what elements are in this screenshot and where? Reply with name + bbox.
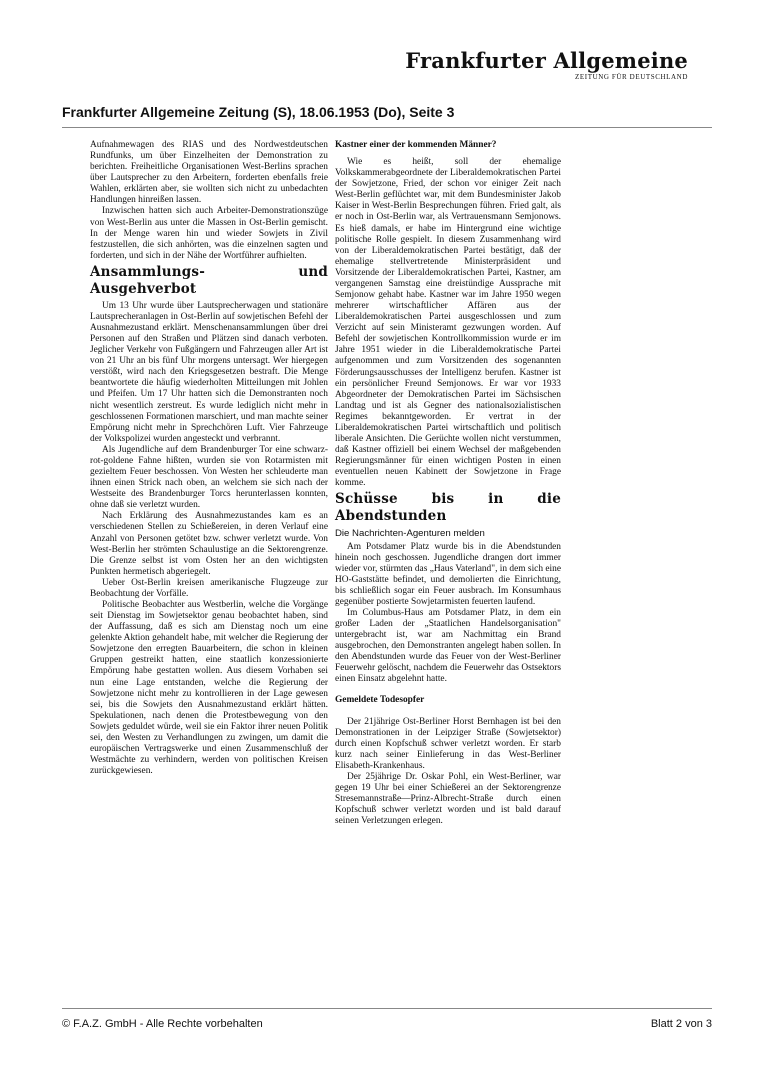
divider-top xyxy=(62,127,712,128)
masthead-title: Frankfurter Allgemeine xyxy=(405,48,688,73)
page-title: Frankfurter Allgemeine Zeitung (S), 18.06.1953 (Do), Seite 3 xyxy=(62,104,455,120)
paragraph: Nach Erklärung des Ausnahmezustandes kam es an verschiedenen Stellen zu Schießereien, in deren Verlauf eine Anzahl von Personen getötet bzw. schwer verletzt wurde. Von West-Berlin her strömten Schaulustige an die Sektorengrenze. Die Grenze selbst ist vom Osten her an den wichtigsten Punkten hermetisch abgeriegelt. xyxy=(90,511,328,577)
paragraph: Politische Beobachter aus Westberlin, welche die Vorgänge seit Dienstag im Sowjetsektor genau beobachtet haben, sind der Auffassung, daß es sich am Dienstag noch um eine gelenkte Aktion gehandelt habe, mit welcher die Regierung der Sowjetzone den erregten Bauarbeitern, die schon in kleinen Gruppen gestreikt hatten, eine staatlich konzessionierte Empörung habe gestatten wollen. Aus diesem Vorhaben sei nun eine Lage entstanden, welche die Regierung der Sowjetzone nicht mehr zu kontrollieren in der Lage gewesen sei, bis die Sowjets den Ausnahmezustand erklärt hätten. Spekulationen, nach denen die Protestbewegung von den Sowjets geduldet würde, weil sie ein Faktor ihrer neuen Politik sei, den Westen zu Verhandlungen zu zwingen, um damit die europäischen Vertragswerke und einen Zusammenschluß der Westmächte zu verhindern, werden von politischen Kreisen zurückgewiesen. xyxy=(90,599,328,777)
divider-bottom xyxy=(62,1008,712,1009)
footer-page-number: Blatt 2 von 3 xyxy=(650,1018,712,1030)
article-column-right xyxy=(335,140,561,827)
paragraph: Wie es heißt, soll der ehemalige Volkskammerabgeordnete der Liberaldemokratischen Partei der Sowjetzone, Fried, der schon vor einiger Zeit nach West-Berlin geflüchtet war, mit dem Bundesminister Jakob Kaiser in West-Berlin Besprechungen führen. Fried galt, als er noch in Ost-Berlin war, als Vertrauensmann Semjonows. Es hieß damals, er habe im Hintergrund eine wichtige politische Rolle gespielt. In diesem Zusammenhang wird von der Liberaldemokratischen Partei bestätigt, daß der ehemalige stellvertretende Ministerpräsident und Vorsitzende der Liberaldemokratischen Partei, Kastner, am vergangenen Samstag eine dreistündige Aussprache mit Semjonow gehabt habe. Kastner war im Jahre 1950 wegen mehrerer wirtschaftlicher Affären aus der Liberaldemokratischen Partei ausgeschlossen und zum Verzicht auf sein Ministeramt gezwungen worden. Auf Befehl der sowjetischen Kontrollkommission wurde er im Jahre 1951 wieder in die Liberaldemokratische Partei aufgenommen und zum Vorsitzenden des sogenannten Förderungsausschusses der Intelligenz berufen. Kastner ist ein persönlicher Freund Semjonows. Er war vor 1933 Abgeordneter der Demokratischen Partei im Sächsischen Landtag und ist als Gegner des nationalsozialistischen Regimes bekanntgeworden. Er vertrat in der Liberaldemokratischen Partei wirtschaftlich und politisch liberale Ansichten. Die Gerüchte wollen nicht verstummen, daß Kastner offiziell bei einem Wechsel der maßgebenden Regierungsmänner für einen wichtigen Posten in einen eventuellen neuen Kabinett der Sowjetzone in Frage komme. xyxy=(335,157,561,489)
subheading: Gemeldete Todesopfer xyxy=(335,694,425,705)
paragraph: Ueber Ost-Berlin kreisen amerikanische Flugzeuge zur Beobachtung der Vorfälle. xyxy=(90,577,328,599)
paragraph: Als Jugendliche auf dem Brandenburger Tor eine schwarz-rot-goldene Fahne hißten, wurden sie von Rotarmisten mit gezieltem Feuer beschossen. Von Westen her schleuderte man ihnen einen Strick nach oben, an welchem sie sich nach der Westseite des Brandenburger Torcs herunterlassen konnten, ohne daß sie verletzt wurden. xyxy=(90,444,328,511)
paragraph: Der 21jährige Ost-Berliner Horst Bernhagen ist bei den Demonstrationen in der Leipziger Straße (Sowjetsektor) durch einen Kopfschuß schwer verletzt worden. Er starb kurz nach seiner Einlieferung in das West-Berliner Elisabeth-Krankenhaus. xyxy=(335,716,561,771)
footer-copyright: © F.A.Z. GmbH - Alle Rechte vorbehalten xyxy=(62,1018,263,1030)
section-heading: Schüsse bis in die Abendstunden xyxy=(335,491,561,525)
paragraph: Aufnahmewagen des RIAS und des Nordwestdeutschen Rundfunks, um über Einzelheiten der Demonstration zu berichten. Freiheitliche Organisationen West-Berlins sprachen über Lautsprecher zu den Arbeitern, forderten ebenfalls freie Wahlen, erklärten aber, sie wollten sich nicht zu unbedachten Handlungen hinreißen lassen. xyxy=(90,140,328,206)
masthead-logo xyxy=(405,50,688,81)
subheading: Kastner einer der kommenden Männer? xyxy=(335,140,497,150)
masthead-subtitle: ZEITUNG FÜR DEUTSCHLAND xyxy=(575,73,688,81)
article-column-left xyxy=(90,140,328,777)
paragraph: Am Potsdamer Platz wurde bis in die Abendstunden hinein noch geschossen. Jugendliche drangen dort immer wieder vor, stürmten das „Haus Vaterland", in dem sich eine HO-Gaststätte befindet, und demolierten die Einrichtung, bis schließlich sogar ein Feuer ausbrach. Im Konsumhaus gegenüber postierte Sowjetarmisten feuerten laufend. xyxy=(335,541,561,607)
lead-line: Die Nachrichten-Agenturen melden xyxy=(335,528,485,540)
section-heading: Ansammlungs- und Ausgehverbot xyxy=(90,263,328,297)
paragraph: Inzwischen hatten sich auch Arbeiter-Demonstrationszüge von West-Berlin aus unter die Massen in Ost-Berlin gemischt. In der Menge waren hin und wieder Sowjets in Zivil festzustellen, die sich anhörten, was die einzelnen sagten und forderten, und sich in der Nähe der Wortführer aufhielten. xyxy=(90,206,328,261)
paragraph: Im Columbus-Haus am Potsdamer Platz, in dem ein großer Laden der „Staatlichen Handelsorganisation" untergebracht ist, war am Nachmittag ein Brand ausgebrochen, den Demonstranten angelegt haben sollen. In den Abendstunden wurde das Feuer von der West-Berliner Feuerwehr gelöscht, nachdem die Feuerwehr das Ostsektors einen Einsatz abgelehnt hatte. xyxy=(335,607,561,685)
paragraph: Der 25jährige Dr. Oskar Pohl, ein West-Berliner, war gegen 19 Uhr bei einer Schießerei an der Sektorengrenze Stresemannstraße—Prinz-Albrecht-Straße durch einen Kopfschuß schwer verletzt worden und ist bald darauf seinen Verletzungen erlegen. xyxy=(335,771,561,827)
paragraph: Um 13 Uhr wurde über Lautsprecherwagen und stationäre Lautsprecheranlagen in Ost-Berlin auf sowjetischen Befehl der Ausnahmezustand erklärt. Menschenansammlungen über drei Personen auf den Straßen und Plätzen sind danach verboten. Jeglicher Verkehr von Fußgängern und Fahrzeugen aller Art ist von 21 Uhr an bis fünf Uhr morgens untersagt. Wer hiergegen verstößt, wird nach den Kriegsgesetzen bestraft. Die Menge beantwortete die häufig wiederholten Mitteilungen mit Johlen und Pfeifen. Um 17 Uhr hatten sich die Demonstranten noch nicht wesentlich zerstreut. Es wurde lediglich nicht mehr in geschlossenen Formationen marschiert, und man machte seiner Empörung nicht mehr in Sprechchören Luft. Vier Fahrzeuge der Volkspolizei wurden angesteckt und verbrannt. xyxy=(90,300,328,444)
